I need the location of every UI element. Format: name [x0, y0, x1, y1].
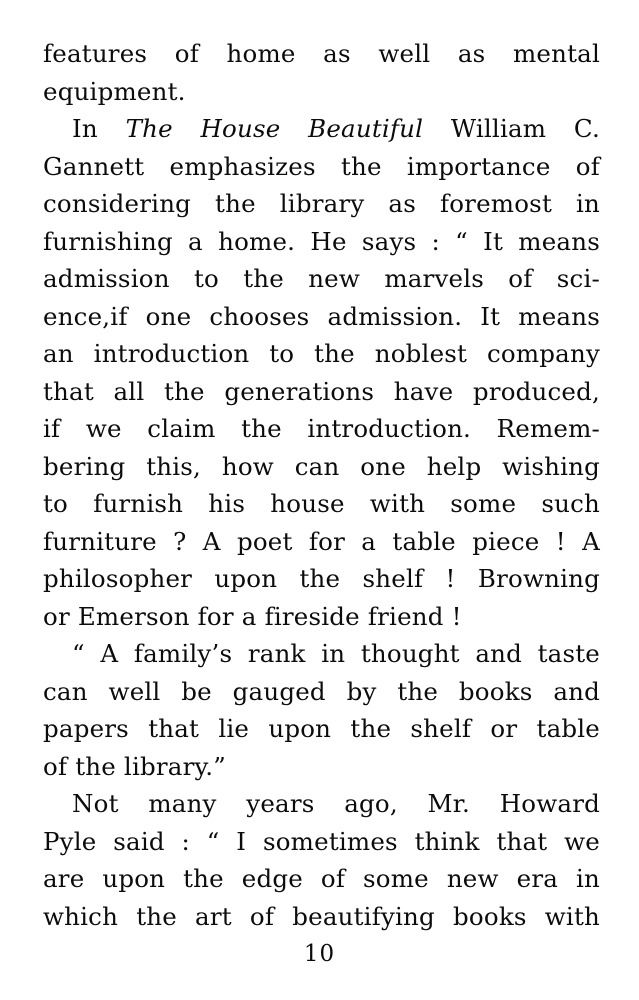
- text-line: [43, 748, 600, 786]
- text-segment: considering the library as foremost in: [43, 189, 600, 218]
- text-line: [43, 35, 600, 73]
- text-line: [43, 673, 600, 711]
- text-segment: papers that lie upon the shelf or table: [43, 714, 600, 743]
- text-line: [43, 73, 600, 111]
- text-line: [43, 223, 600, 261]
- book-title-italic: The House Beautiful: [125, 114, 424, 143]
- text-segment: equipment.: [43, 76, 186, 106]
- page-number: 10: [303, 941, 336, 967]
- text-line: [43, 635, 600, 673]
- text-segment: In: [72, 114, 126, 143]
- text-line: [43, 448, 600, 486]
- text-line: [43, 485, 600, 523]
- text-segment: furnishing a home. He says : “ It means: [43, 226, 600, 256]
- text-segment: or Emerson for a fireside friend !: [43, 601, 462, 631]
- text-line: [43, 710, 600, 748]
- text-line: [43, 560, 600, 598]
- text-segment: can well be gauged by the books and: [43, 676, 600, 706]
- text-line: [43, 373, 600, 411]
- text-line: [43, 898, 600, 936]
- text-line: [43, 185, 600, 223]
- text-segment: that all the generations have produced,: [43, 376, 600, 406]
- text-segment: an introduction to the noblest company: [43, 339, 600, 368]
- text-segment: Not many years ago, Mr. Howard: [72, 789, 600, 818]
- text-line: [43, 598, 600, 636]
- text-segment: ence,if one chooses admission. It means: [43, 301, 600, 331]
- text-segment: Gannett emphasizes the importance of: [43, 151, 600, 181]
- text-segment: Pyle said : “ I sometimes think that we: [43, 826, 600, 856]
- text-line: [43, 410, 600, 448]
- text-segment: are upon the edge of some new era in: [43, 864, 600, 893]
- text-segment: to furnish his house with some such: [43, 489, 600, 518]
- text-line: [43, 148, 600, 186]
- text-line: [43, 823, 600, 861]
- text-line: [43, 110, 600, 148]
- page-text-block: [43, 35, 600, 935]
- text-line: [43, 335, 600, 373]
- text-segment: William C.: [423, 114, 600, 143]
- text-line: [43, 523, 600, 561]
- text-segment: bering this, how can one help wishing: [43, 451, 600, 481]
- text-line: [43, 860, 600, 898]
- text-line: [43, 298, 600, 336]
- text-segment: “ A family’s rank in thought and taste: [72, 639, 600, 668]
- text-segment: furniture ? A poet for a table piece ! A: [43, 526, 600, 556]
- text-segment: admission to the new marvels of sci-: [43, 264, 600, 293]
- text-segment: of the library.”: [43, 751, 227, 781]
- text-segment: philosopher upon the shelf ! Browning: [43, 564, 600, 593]
- text-segment: which the art of beautifying books with: [43, 901, 600, 931]
- text-line: [43, 785, 600, 823]
- text-segment: if we claim the introduction. Remem-: [43, 414, 600, 443]
- text-segment: features of home as well as mental: [43, 39, 600, 68]
- text-line: [43, 260, 600, 298]
